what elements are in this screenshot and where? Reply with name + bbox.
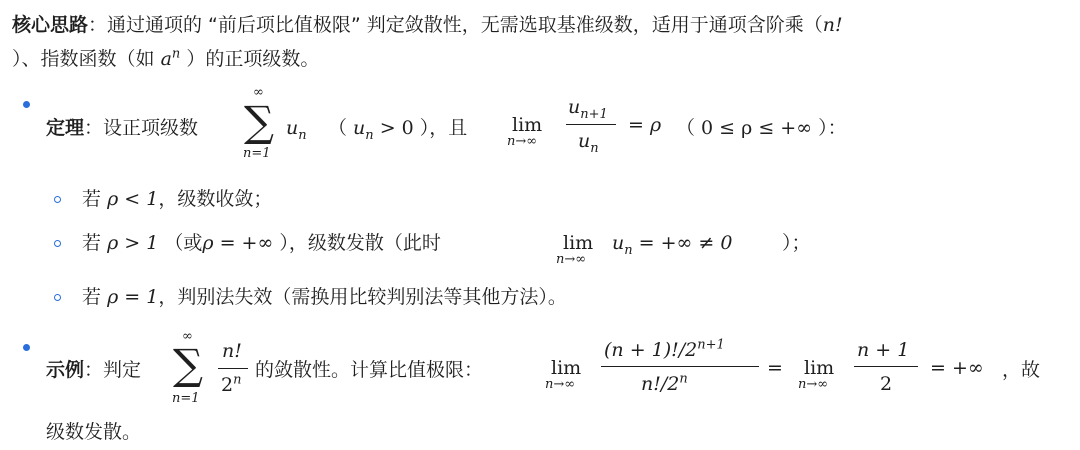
example-sum-top: ∞ <box>182 329 193 344</box>
theorem-eq-rho: = ρ <box>628 114 662 136</box>
example-frac-den: 2$^n$ <box>221 372 242 396</box>
case-1: 若 ρ < 1，级数收敛； <box>82 188 273 210</box>
theorem-frac-den: $u_n$ <box>578 130 599 156</box>
theorem-cond: （ $u_n > 0$ ），且 <box>328 117 468 143</box>
example-big-den: n!/2$^n$ <box>641 371 688 395</box>
example-lim-2: lim <box>804 357 835 379</box>
case-2-lim: lim <box>563 232 594 254</box>
example-lim: lim <box>551 357 582 379</box>
example-lim-sub: n→∞ <box>545 377 576 392</box>
example-text-3: ，故 <box>1002 359 1041 381</box>
example-frac-num: n! <box>222 340 242 362</box>
example-r-den: 2 <box>880 373 893 395</box>
theorem-sum-top: ∞ <box>253 85 264 100</box>
example-text-1: ：判定 <box>84 359 142 381</box>
example-text-start <box>46 357 141 383</box>
theorem-un: $u_n$ <box>286 117 307 143</box>
example-big-num: $(n + 1)!/2^{n+1}$ <box>604 337 725 361</box>
theorem-frac-line <box>566 124 616 125</box>
intro-text-2: ）、指数函数（如 <box>12 48 155 70</box>
theorem-lim: lim <box>512 114 543 136</box>
intro-text-1: ：通过通项的 “前后项比值极限” 判定敛散性，无需选取基准级数，适用于通项含阶乘（ <box>88 14 823 36</box>
example-r-num: n + 1 <box>857 339 910 361</box>
case-bullet-2 <box>54 240 61 247</box>
case-bullet-3 <box>54 294 61 301</box>
case-2-end: ）； <box>782 232 811 254</box>
theorem-text-start <box>46 115 198 141</box>
example-label: 示例 <box>46 359 85 381</box>
case-bullet-1 <box>54 196 61 203</box>
intro-label: 核心思路 <box>12 14 89 36</box>
example-text-4: 级数发散。 <box>46 421 142 443</box>
bullet-example <box>23 344 30 351</box>
intro-a-exp: n <box>171 46 181 62</box>
intro-a-base: a <box>160 48 172 70</box>
theorem-lim-sub: n→∞ <box>507 134 538 149</box>
theorem-label: 定理 <box>46 117 85 139</box>
intro-line-2 <box>12 46 319 72</box>
case-3: 若 ρ = 1，判别法失效（需换用比较判别法等其他方法）。 <box>82 286 567 308</box>
example-text-2: 的敛散性。计算比值极限： <box>255 359 484 381</box>
example-lim-2-sub: n→∞ <box>798 377 829 392</box>
example-frac-line <box>218 368 248 369</box>
theorem-sum-bottom: n=1 <box>243 146 271 161</box>
intro-text-3: ）的正项级数。 <box>186 48 320 70</box>
example-eq: = <box>767 357 783 379</box>
example-sum-bottom: n=1 <box>172 391 200 406</box>
intro-factorial: n! <box>822 14 843 36</box>
intro-line-1 <box>12 12 843 38</box>
case-2-limexpr: $u_n$ = +∞ ≠ 0 <box>612 232 733 258</box>
case-2-lim-sub: n→∞ <box>556 252 587 267</box>
theorem-frac-num: $u_{n+1}$ <box>568 96 608 122</box>
bullet-theorem <box>23 101 30 108</box>
theorem-sum-sign: ∑ <box>244 97 274 146</box>
example-sum-sign: ∑ <box>173 340 203 389</box>
example-r-frac-line <box>854 366 918 367</box>
case-2: 若 ρ > 1 （或ρ = +∞ ），级数发散（此时 <box>82 232 441 254</box>
example-big-frac-line <box>601 366 759 367</box>
theorem-range: （ 0 ≤ ρ ≤ +∞ ）： <box>676 117 847 139</box>
example-result: = +∞ <box>930 357 984 379</box>
theorem-text-1: ：设正项级数 <box>84 117 199 139</box>
